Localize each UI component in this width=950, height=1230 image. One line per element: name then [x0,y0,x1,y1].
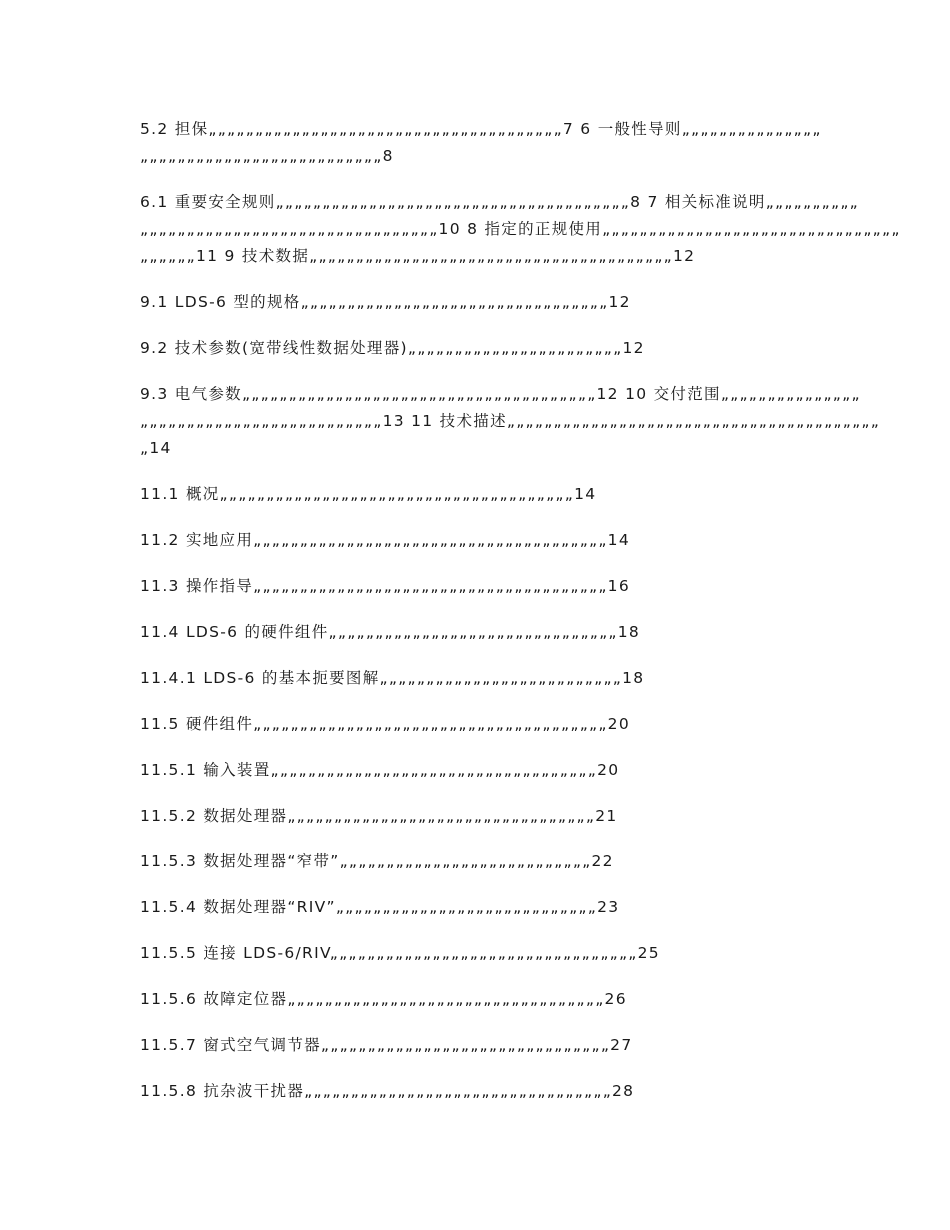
toc-entry: 11.5.1 输入装置„„„„„„„„„„„„„„„„„„„„„„„„„„„„„„„„„„„20 [140,761,620,779]
toc-entry: 11.4.1 LDS-6 的基本扼要图解„„„„„„„„„„„„„„„„„„„„„„„„„„18 [140,669,645,687]
toc-entry: 11.5.4 数据处理器“RIV”„„„„„„„„„„„„„„„„„„„„„„„„„„„„23 [140,898,620,916]
toc-entry: 9.1 LDS-6 型的规格„„„„„„„„„„„„„„„„„„„„„„„„„„„„„„„„„12 [140,293,631,311]
toc-entry: 11.5.8 抗杂波干扰器„„„„„„„„„„„„„„„„„„„„„„„„„„„„„„„„„28 [140,1082,635,1100]
toc-entry: 11.3 操作指导„„„„„„„„„„„„„„„„„„„„„„„„„„„„„„„„„„„„„„16 [140,577,631,595]
toc-entry-continuation: „14 [140,439,172,457]
toc-entry: 6.1 重要安全规则„„„„„„„„„„„„„„„„„„„„„„„„„„„„„„„„„„„„„„8 7 相关标准说明„„„„„„„„„„ [140,193,859,211]
toc-entry: 5.2 担保„„„„„„„„„„„„„„„„„„„„„„„„„„„„„„„„„„„„„„7 6 一般性导则„„„„„„„„„„„„„„„ [140,120,822,138]
toc-entry: 9.2 技术参数(宽带线性数据处理器)„„„„„„„„„„„„„„„„„„„„„„„12 [140,339,645,357]
toc-entry-continuation: „„„„„„„„„„„„„„„„„„„„„„„„„„„„„„„„10 8 指定的正规使用„„„„„„„„„„„„„„„„„„„„„„„„„„„„„„„„ [140,220,901,238]
toc-entry: 11.2 实地应用„„„„„„„„„„„„„„„„„„„„„„„„„„„„„„„„„„„„„„14 [140,531,631,549]
toc-entry: 11.5.3 数据处理器“窄带”„„„„„„„„„„„„„„„„„„„„„„„„„„„22 [140,852,614,870]
toc-entry-continuation: „„„„„„11 9 技术数据„„„„„„„„„„„„„„„„„„„„„„„„„„„„„„„„„„„„„„„12 [140,247,696,265]
toc-entry: 11.5.2 数据处理器„„„„„„„„„„„„„„„„„„„„„„„„„„„„„„„„„21 [140,807,618,825]
toc-entry-continuation: „„„„„„„„„„„„„„„„„„„„„„„„„„8 [140,147,394,165]
toc-entry: 11.5.6 故障定位器„„„„„„„„„„„„„„„„„„„„„„„„„„„„„„„„„„26 [140,990,627,1008]
toc-entry: 9.3 电气参数„„„„„„„„„„„„„„„„„„„„„„„„„„„„„„„„„„„„„„12 10 交付范围„„„„„„„„„„„„„„„ [140,385,861,403]
toc-entry: 11.5.5 连接 LDS-6/RIV„„„„„„„„„„„„„„„„„„„„„„„„„„„„„„„„„25 [140,944,660,962]
toc-entry: 11.5 硬件组件„„„„„„„„„„„„„„„„„„„„„„„„„„„„„„„„„„„„„„20 [140,715,631,733]
toc-entry-continuation: „„„„„„„„„„„„„„„„„„„„„„„„„„13 11 技术描述„„„„„„„„„„„„„„„„„„„„„„„„„„„„„„„„„„„„„„„„ [140,412,881,430]
toc-entry: 11.4 LDS-6 的硬件组件„„„„„„„„„„„„„„„„„„„„„„„„„„„„„„„18 [140,623,641,641]
toc-entry: 11.1 概况„„„„„„„„„„„„„„„„„„„„„„„„„„„„„„„„„„„„„„14 [140,485,597,503]
toc-entry: 11.5.7 窗式空气调节器„„„„„„„„„„„„„„„„„„„„„„„„„„„„„„„27 [140,1036,633,1054]
